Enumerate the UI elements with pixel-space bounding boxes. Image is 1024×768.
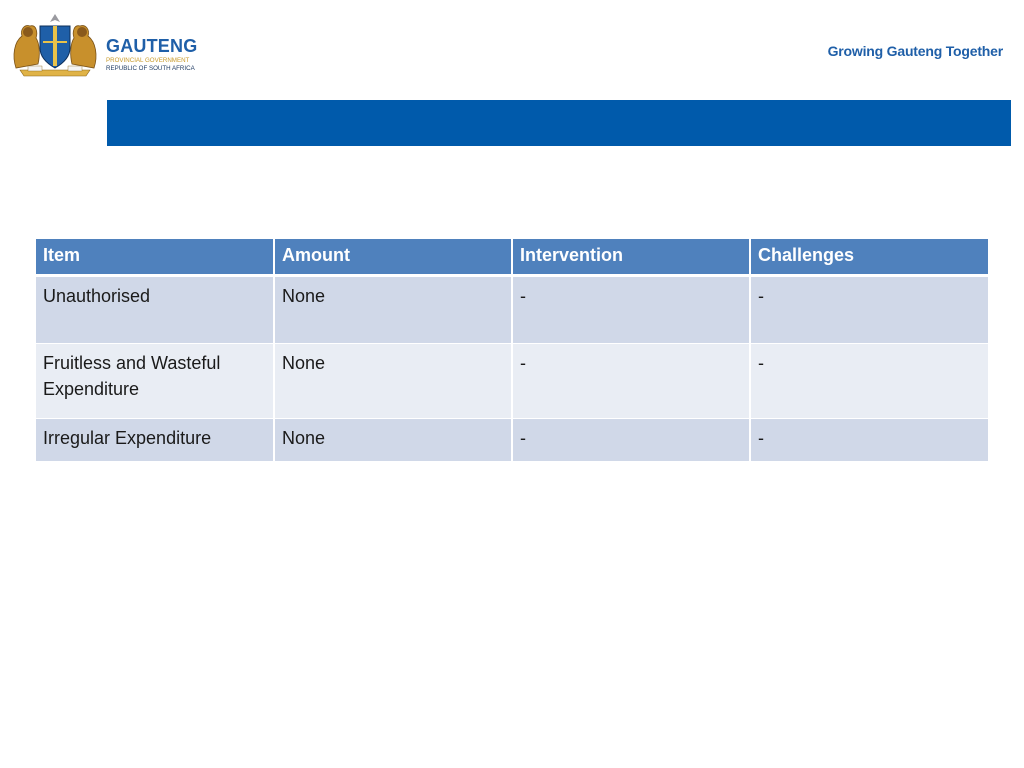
table-row — [36, 418, 988, 461]
cell-intervention: - — [512, 343, 750, 418]
cell-amount: None — [274, 343, 512, 418]
tagline: Growing Gauteng Together — [827, 43, 1003, 59]
column-header-intervention: Intervention — [512, 239, 750, 275]
coat-of-arms-icon — [10, 12, 100, 78]
table-row — [36, 343, 988, 418]
table-header-row — [36, 239, 988, 275]
cell-intervention: - — [512, 418, 750, 461]
column-header-challenges: Challenges — [750, 239, 988, 275]
title-bar — [107, 100, 1011, 146]
cell-item: Irregular Expenditure — [36, 418, 274, 461]
table-row — [36, 275, 988, 343]
logo-subtitle-government: PROVINCIAL GOVERNMENT — [106, 57, 190, 64]
cell-amount: None — [274, 275, 512, 343]
cell-challenges: - — [750, 418, 988, 461]
expenditure-table — [36, 239, 988, 461]
column-header-amount: Amount — [274, 239, 512, 275]
cell-challenges: - — [750, 275, 988, 343]
cell-item: Unauthorised — [36, 275, 274, 343]
cell-intervention: - — [512, 275, 750, 343]
cell-amount: None — [274, 418, 512, 461]
logo-subtitle-country: REPUBLIC OF SOUTH AFRICA — [106, 65, 195, 72]
logo-wordmark — [106, 37, 197, 73]
column-header-item: Item — [36, 239, 274, 275]
gauteng-logo — [10, 12, 210, 80]
cell-item: Fruitless and Wasteful Expenditure — [36, 343, 274, 418]
logo-title: GAUTENG — [106, 36, 198, 56]
cell-challenges: - — [750, 343, 988, 418]
